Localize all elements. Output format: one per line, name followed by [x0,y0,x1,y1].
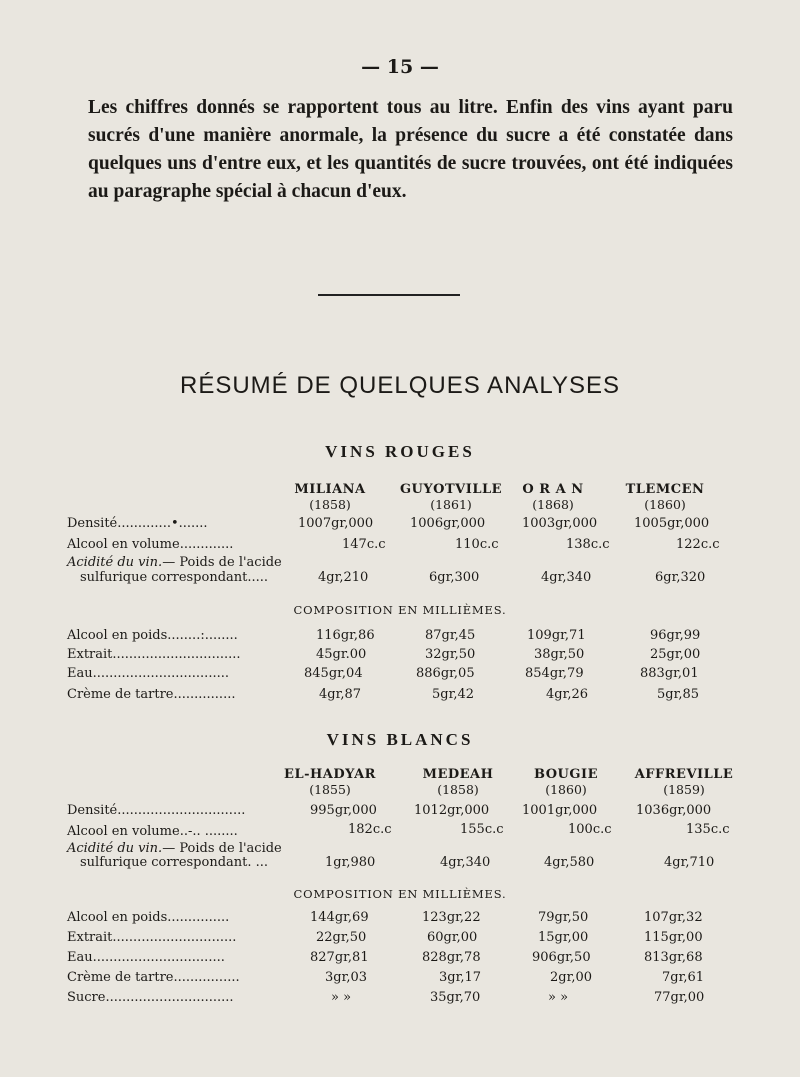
table-cell: 5gr,85 [657,687,700,702]
column-header [501,767,631,797]
table-cell: 110c.c [455,537,499,552]
table-cell: 827gr,81 [310,950,369,965]
column-name: MILIANA [294,482,366,497]
row-label-densite: Densité.............•....... [67,516,208,531]
table-cell: 4gr,710 [664,855,715,870]
table-cell: 906gr,50 [532,950,591,965]
column-year: (1855) [309,782,351,797]
column-year: (1861) [430,497,472,512]
table-cell: 38gr,50 [534,647,585,662]
column-year: (1860) [644,497,686,512]
table-cell: 3gr,03 [325,970,368,985]
column-header [265,482,395,512]
table-cell: 828gr,78 [422,950,481,965]
table-row-label: Alcool en poids........:........ [67,628,238,643]
column-name: BOUGIE [534,767,598,782]
column-name: TLEMCEN [625,482,705,497]
table-cell: 5gr,42 [432,687,475,702]
table-cell: 138c.c [566,537,610,552]
table-cell: 4gr,26 [546,687,589,702]
table-cell: 1012gr,000 [414,803,490,818]
table-cell: 22gr,50 [316,930,367,945]
column-year: (1858) [437,782,479,797]
column-year: (1868) [532,497,574,512]
table-cell: 4gr,580 [544,855,595,870]
table-row-label: Crème de tartre................ [67,970,240,985]
table-cell: 147c.c [342,537,386,552]
column-name: GUYOTVILLE [399,482,503,497]
column-name: O R A N [522,482,584,497]
table-cell: 1gr,980 [325,855,376,870]
table-cell: 4gr,340 [541,570,592,585]
row-label-alcool-volume: Alcool en volume..-.. ........ [67,824,238,839]
table-cell: 2gr,00 [550,970,593,985]
table-row-label: Crème de tartre............... [67,687,236,702]
table-cell: 96gr,99 [650,628,701,643]
table-cell: 4gr,87 [319,687,362,702]
table-cell: 845gr,04 [304,666,363,681]
column-year: (1858) [309,497,351,512]
column-name: EL-HADYAR [284,767,376,782]
table-row-label: Eau................................ [67,950,225,965]
table-cell: 995gr,000 [310,803,377,818]
row-label-alcool-volume: Alcool en volume............. [67,537,234,552]
table-cell: » » [331,990,352,1005]
section-title-blancs: VINS BLANCS [326,730,474,749]
table-cell: 1005gr,000 [634,516,710,531]
main-title: RÉSUMÉ DE QUELQUES ANALYSES [179,372,620,399]
table-cell: 6gr,320 [655,570,706,585]
table-cell: 6gr,300 [429,570,480,585]
table-cell: 4gr,210 [318,570,369,585]
acidite-label-rest: — Poids de l'acide [162,841,282,856]
table-cell: 109gr,71 [527,628,586,643]
column-header [488,482,618,512]
table-cell: 1003gr,000 [522,516,598,531]
acidite-label-rest: — Poids de l'acide [162,555,282,570]
table-cell: 77gr,00 [654,990,705,1005]
column-header [600,482,730,512]
table-cell: 1006gr,000 [410,516,486,531]
table-row-label: Alcool en poids............... [67,910,230,925]
table-cell: 7gr,61 [662,970,705,985]
column-header [265,767,395,797]
column-year: (1860) [545,782,587,797]
table-cell: 1007gr,000 [298,516,374,531]
table-cell: 182c.c [348,822,392,837]
table-cell: 854gr,79 [525,666,584,681]
table-cell: 100c.c [568,822,612,837]
column-name: AFFREVILLE [634,767,734,782]
table-cell: 107gr,32 [644,910,703,925]
composition-caption: COMPOSITION EN MILLIÈMES. [293,887,507,901]
table-cell: 886gr,05 [416,666,475,681]
separator-rule [318,294,460,296]
page-number: — 15 — [361,56,439,78]
table-cell: 25gr,00 [650,647,701,662]
table-row-label: Eau................................. [67,666,229,681]
table-cell: 116gr,86 [316,628,375,643]
table-cell: 3gr,17 [439,970,482,985]
table-cell: 60gr,00 [427,930,478,945]
table-cell: » » [548,990,569,1005]
table-cell: 35gr,70 [430,990,481,1005]
table-row-label: Extrait............................... [67,647,241,662]
table-cell: 135c.c [686,822,730,837]
table-cell: 32gr,50 [425,647,476,662]
row-label-acidite-2: sulfurique correspondant. ... [80,855,269,870]
column-year: (1859) [663,782,705,797]
table-cell: 123gr,22 [422,910,481,925]
table-cell: 1036gr,000 [636,803,712,818]
table-cell: 45gr.00 [316,647,367,662]
acidite-label-italic: Acidité du vin. [67,841,163,856]
table-row-label: Sucre............................... [67,990,234,1005]
table-cell: 15gr,00 [538,930,589,945]
table-cell: 813gr,68 [644,950,703,965]
table-cell: 122c.c [676,537,720,552]
table-cell: 79gr,50 [538,910,589,925]
row-label-acidite [67,555,282,570]
table-cell: 4gr,340 [440,855,491,870]
table-row-label: Extrait.............................. [67,930,237,945]
row-label-densite: Densité............................... [67,803,246,818]
table-cell: 115gr,00 [644,930,703,945]
intro-paragraph: Les chiffres donnés se rapportent tous au litre. Enfin des vins ayant paru sucrés d'une manière anormale, la présence du sucre a été constatée dans quelques uns d'entre eux, et les quantités de sucre trouvées, ont été indiquées au paragraphe spécial à chacun d'eux. [88,97,733,202]
table-cell: 883gr,01 [640,666,699,681]
table-cell: 1001gr,000 [522,803,598,818]
section-title-rouges: VINS ROUGES [325,442,475,461]
table-cell: 144gr,69 [310,910,369,925]
table-cell: 155c.c [460,822,504,837]
acidite-label-italic: Acidité du vin. [67,555,163,570]
table-cell: 87gr,45 [425,628,476,643]
column-name: MEDEAH [422,767,494,782]
row-label-acidite-2: sulfurique correspondant..... [80,570,269,585]
row-label-acidite [67,841,282,856]
column-header [619,767,749,797]
composition-caption: COMPOSITION EN MILLIÈMES. [293,603,507,617]
